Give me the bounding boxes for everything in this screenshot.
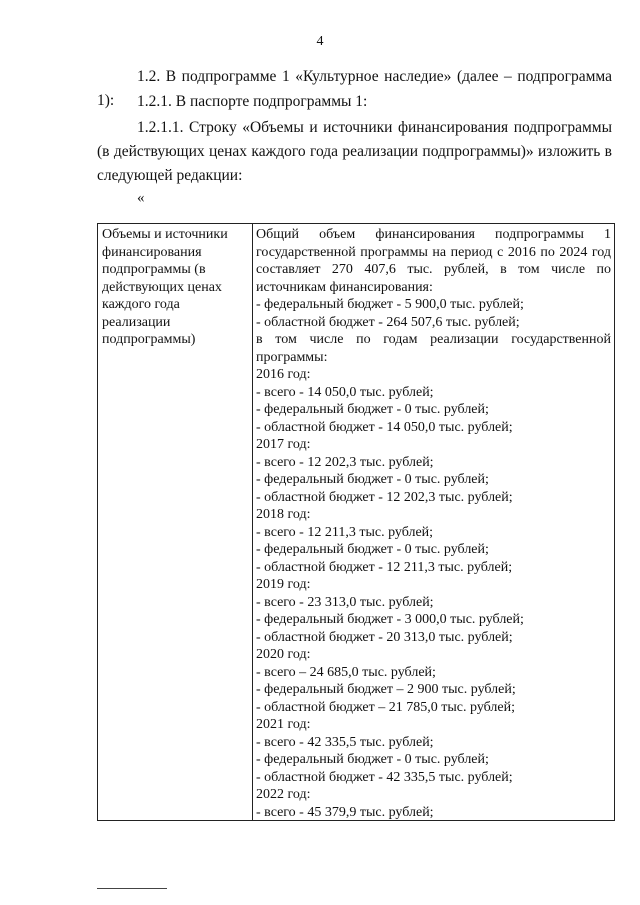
year-heading: 2019 год: [256, 577, 311, 592]
year-regional: - областной бюджет – 21 785,0 тыс. рублей; [256, 699, 515, 715]
paragraph-1-2-1: 1.2.1. В паспорте подпрограммы 1: [137, 93, 368, 110]
year-total: - всего - 23 313,0 тыс. рублей; [256, 594, 434, 610]
opening-quote: « [137, 190, 145, 206]
year-total: - всего - 14 050,0 тыс. рублей; [256, 384, 434, 400]
page-number: 4 [316, 34, 324, 49]
year-total: - всего - 12 211,3 тыс. рублей; [256, 524, 434, 540]
year-regional: - областной бюджет - 12 202,3 тыс. рублей; [256, 489, 513, 505]
year-total: - всего - 42 335,5 тыс. рублей; [256, 734, 434, 750]
year-federal: - федеральный бюджет – 2 900 тыс. рублей; [256, 682, 516, 697]
table-right-cell [253, 224, 614, 820]
footnote-separator [97, 888, 167, 889]
source-line: - федеральный бюджет - 5 900,0 тыс. рублей; [256, 297, 524, 312]
financing-intro: Общий объем финансирования подпрограммы 1 государственной программы на период с 2016 по 2024 год составляет 270 407,6 тыс. рублей, в том числе по источникам финансирования: [256, 227, 611, 295]
year-federal: - федеральный бюджет - 0 тыс. рублей; [256, 402, 489, 417]
year-regional: - областной бюджет - 42 335,5 тыс. рублей; [256, 769, 513, 785]
financing-table [97, 223, 615, 821]
table-left-cell: Объемы и источники финансирования подпрограммы (в действующих ценах каждого года реализации подпрограммы) [98, 224, 253, 820]
year-total: - всего - 12 202,3 тыс. рублей; [256, 454, 434, 470]
year-heading: 2016 год: [256, 367, 311, 382]
year-heading: 2020 год: [256, 647, 311, 662]
year-total: - всего - 45 379,9 тыс. рублей; [256, 804, 434, 820]
paragraph-1-2-1-1: 1.2.1.1. Строку «Объемы и источники финансирования подпрограммы (в действующих ценах каждого года реализации подпрограммы)» изложить в следующей редакции: [97, 119, 612, 184]
year-heading: 2022 год: [256, 787, 311, 802]
year-heading: 2021 год: [256, 717, 311, 732]
year-federal: - федеральный бюджет - 0 тыс. рублей; [256, 472, 489, 487]
year-regional: - областной бюджет - 14 050,0 тыс. рублей; [256, 419, 513, 435]
year-regional: - областной бюджет - 20 313,0 тыс. рублей; [256, 629, 513, 645]
year-federal: - федеральный бюджет - 0 тыс. рублей; [256, 542, 489, 557]
year-heading: 2018 год: [256, 507, 311, 522]
by-years-heading: в том числе по годам реализации государственной программы: [256, 332, 611, 365]
year-federal: - федеральный бюджет - 0 тыс. рублей; [256, 752, 489, 767]
year-federal: - федеральный бюджет - 3 000,0 тыс. рублей; [256, 612, 524, 627]
year-regional: - областной бюджет - 12 211,3 тыс. рублей; [256, 559, 513, 575]
source-line: - областной бюджет - 264 507,6 тыс. рублей; [256, 314, 520, 330]
year-total: - всего – 24 685,0 тыс. рублей; [256, 664, 436, 680]
year-heading: 2017 год: [256, 437, 311, 452]
paragraph-1-2: 1.2. В подпрограмме 1 «Культурное наследие» (далее – подпрограмма 1): [97, 68, 612, 109]
